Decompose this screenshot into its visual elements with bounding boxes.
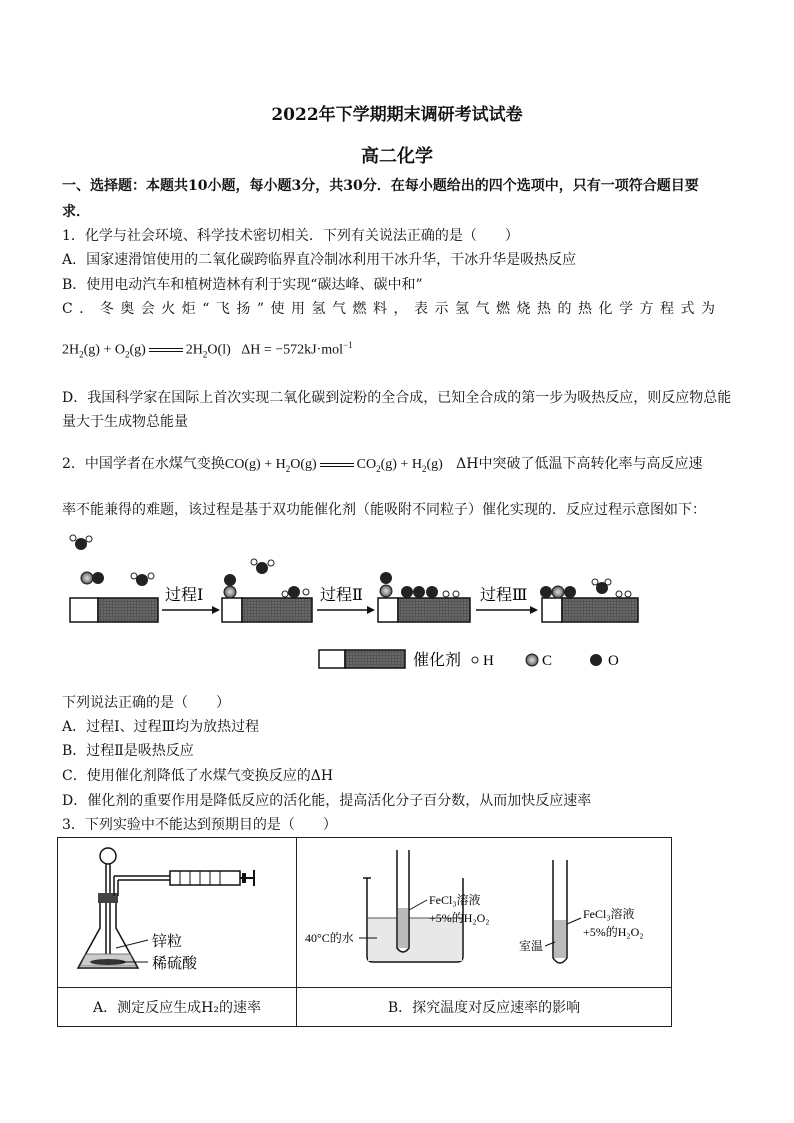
reaction-process-diagram <box>62 530 662 680</box>
temperature-experiment <box>297 838 671 983</box>
arrow-process-3 <box>476 585 538 614</box>
catalyst-stage-2 <box>222 559 312 622</box>
legend-o-icon <box>590 654 602 666</box>
q2-stem <box>62 453 702 474</box>
experiment-table <box>57 837 672 1027</box>
q1-option-a: A．国家速滑馆使用的二氧化碳跨临界直冷制冰利用干冰升华，干冰升华是吸热反应 <box>62 252 577 268</box>
legend-c-label: C <box>542 653 553 669</box>
arrow-process-2 <box>317 585 375 614</box>
q1-option-d: D．我国科学家在国际上首次实现二氧化碳到淀粉的全合成，已知全合成的第一步为吸热反应，则反应物总能 <box>62 390 732 406</box>
process-2-label: 过程Ⅱ <box>320 585 363 604</box>
q2-option-c: C．使用催化剂降低了水煤气变换反应的ΔH <box>62 768 334 784</box>
section-heading: 一、选择题：本题共10小题，每小题3分，共30分．在每小题给出的四个选项中，只有一项符合题目要 <box>62 178 699 194</box>
subject-title: 高二化学 <box>361 146 433 167</box>
q1-option-b: B．使用电动汽车和植树造林有利于实现“碳达峰、碳中和” <box>62 277 423 293</box>
q2-equation: $CO(g) + H_2O(g) CO_2(g) + H_2(g)$ <box>224 457 443 474</box>
q2-option-d: D．催化剂的重要作用是降低反应的活化能，提高活化分子百分数，从而加快反应速率 <box>62 793 592 809</box>
fecl3-label-2: FeCl₃溶液 <box>583 907 635 921</box>
legend-catalyst-label: 催化剂 <box>413 650 462 669</box>
experiment-a-caption: A．测定反应生成H₂的速率 <box>58 988 297 1027</box>
experiment-a-figure <box>58 838 297 988</box>
water-40c-label: 40°C的水 <box>305 931 354 945</box>
q2-option-a: A．过程Ⅰ、过程Ⅲ均为放热过程 <box>62 719 260 735</box>
catalyst-stage-3 <box>378 572 470 622</box>
legend-c-icon <box>526 654 538 666</box>
experiment-b-figure <box>297 838 672 988</box>
q2-prompt: 下列说法正确的是（ ） <box>62 695 230 711</box>
q3-stem: 3．下列实验中不能达到预期目的是（ ） <box>62 817 337 833</box>
catalyst-stage-1 <box>70 535 158 622</box>
acid-label: 稀硫酸 <box>152 954 198 972</box>
h2o2-label-1: +5%的H₂O₂ <box>429 911 490 925</box>
q1-equation: $2H_2(g) + O_2(g)$ $2H_2O(l) \Delta H = -572kJ\cdot mol^{-1}$ <box>62 340 353 360</box>
legend-o-label: O <box>608 653 619 669</box>
q2-stem-pre: 2．中国学者在水煤气变换 <box>62 456 225 472</box>
q2-stem-post: ΔH中突破了低温下高转化率与高反应速 <box>456 456 703 472</box>
legend-h-icon <box>472 657 478 663</box>
legend-h-label: H <box>483 653 494 669</box>
q1-equation-dh: ΔH = −572kJ·mol <box>241 342 344 358</box>
zinc-acid-apparatus <box>58 838 296 983</box>
q1-option-c: C．冬奥会火炬“飞扬”使用氢气燃料，表示氢气燃烧热的热化学方程式为 <box>62 301 722 317</box>
experiment-b-caption: B．探究温度对反应速率的影响 <box>297 988 672 1027</box>
process-3-label: 过程Ⅲ <box>480 585 528 604</box>
catalyst-stage-4 <box>540 579 638 622</box>
section-heading-cont: 求． <box>62 204 90 220</box>
arrow-process-1 <box>162 585 220 614</box>
room-temp-label: 室温 <box>519 939 544 953</box>
h2o2-label-2: +5%的H₂O₂ <box>583 925 644 939</box>
q1-stem: 1．化学与社会环境、科学技术密切相关．下列有关说法正确的是（ ） <box>62 228 519 244</box>
q1-equation-exp: −1 <box>343 340 353 350</box>
diagram-legend <box>319 650 619 669</box>
exam-title: 2022年下学期期末调研考试试卷 <box>271 105 523 125</box>
q1-option-d-cont: 量大于生成物总能量 <box>62 414 188 430</box>
fecl3-label-1: FeCl₃溶液 <box>429 893 481 907</box>
process-1-label: 过程Ⅰ <box>165 585 204 604</box>
q2-stem-line2: 率不能兼得的难题，该过程是基于双功能催化剂（能吸附不同粒子）催化实现的．反应过程示意图如下： <box>62 502 706 518</box>
q2-option-b: B．过程Ⅱ是吸热反应 <box>62 743 194 759</box>
zinc-label: 锌粒 <box>152 932 183 950</box>
